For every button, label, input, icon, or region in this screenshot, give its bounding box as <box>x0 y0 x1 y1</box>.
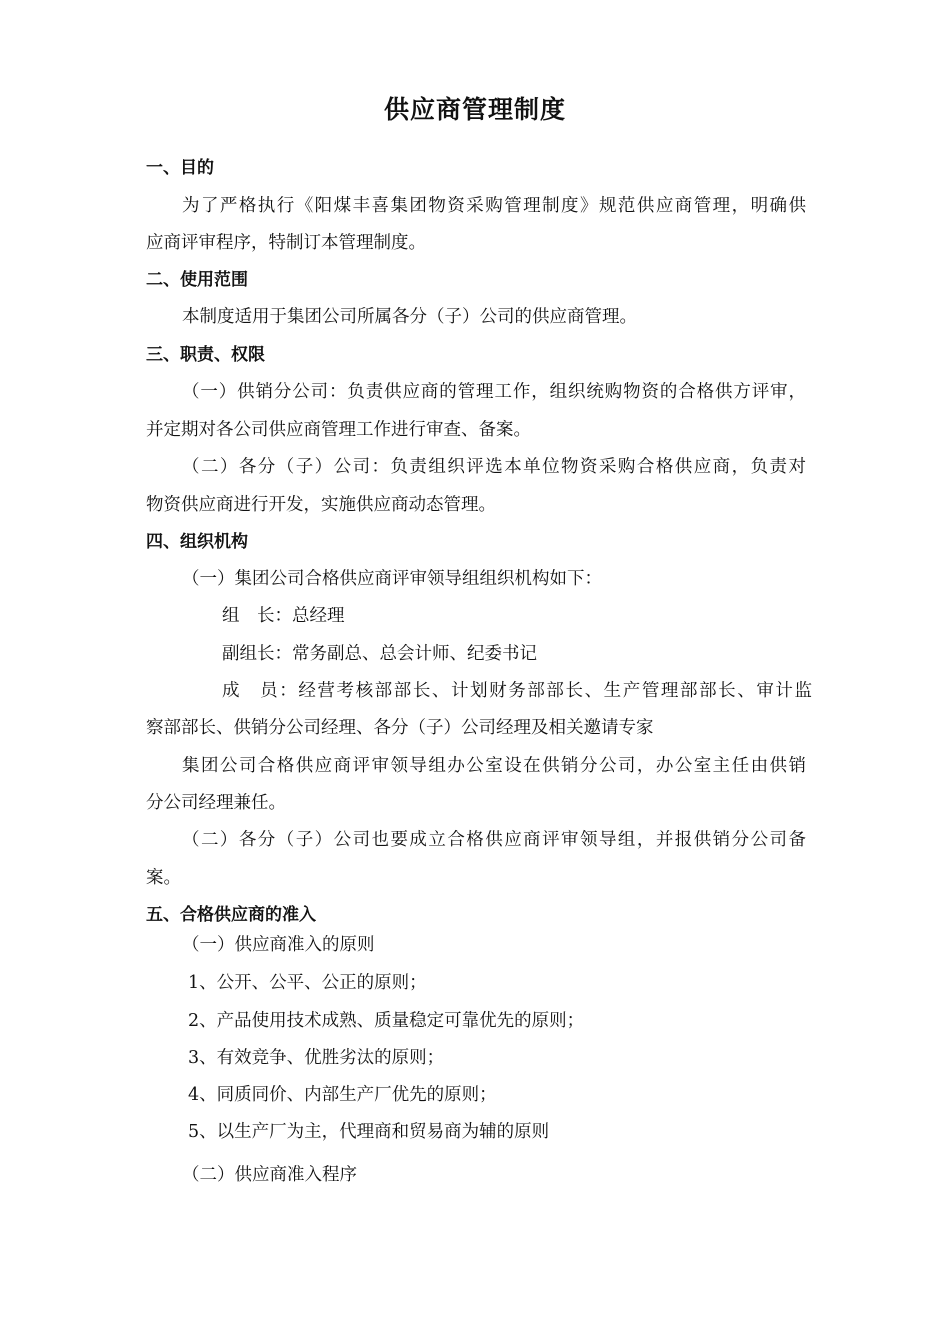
paragraph-line: 分公司经理兼任。 <box>146 793 286 813</box>
section-heading-responsibilities: 三、职责、权限 <box>146 345 265 365</box>
section-heading-admission: 五、合格供应商的准入 <box>146 905 316 925</box>
members-line: 察部部长、供销分公司经理、各分（子）公司经理及相关邀请专家 <box>146 718 654 738</box>
paragraph-line: 应商评审程序，特制订本管理制度。 <box>146 233 426 253</box>
paragraph-line: 为了严格执行《阳煤丰喜集团物资采购管理制度》规范供应商管理，明确供 <box>182 196 806 216</box>
list-item: 4、同质同价、内部生产厂优先的原则； <box>188 1085 497 1105</box>
list-item: 2、产品使用技术成熟、质量稳定可靠优先的原则； <box>188 1011 585 1031</box>
paragraph-line: 集团公司合格供应商评审领导组办公室设在供销分公司，办公室主任由供销 <box>182 756 806 776</box>
paragraph-line: 案。 <box>146 868 181 888</box>
leader-line: 组 长：总经理 <box>222 606 345 626</box>
paragraph-line: 本制度适用于集团公司所属各分（子）公司的供应商管理。 <box>182 307 637 327</box>
deputy-line: 副组长：常务副总、总会计师、纪委书记 <box>222 644 537 664</box>
list-item: 5、以生产厂为主，代理商和贸易商为辅的原则 <box>188 1122 550 1142</box>
section-heading-scope: 二、使用范围 <box>146 270 248 290</box>
paragraph-line: 并定期对各公司供应商管理工作进行审查、备案。 <box>146 420 531 440</box>
members-line: 成 员：经营考核部部长、计划财务部部长、生产管理部部长、审计监 <box>222 681 812 701</box>
paragraph-line: 物资供应商进行开发，实施供应商动态管理。 <box>146 495 496 515</box>
section-heading-organization: 四、组织机构 <box>146 532 248 552</box>
paragraph-line: （一）供销分公司：负责供应商的管理工作，组织统购物资的合格供方评审， <box>182 382 806 402</box>
paragraph-line: （二）各分（子）公司：负责组织评选本单位物资采购合格供应商，负责对 <box>182 457 806 477</box>
document-title: 供应商管理制度 <box>383 95 566 124</box>
section-heading-purpose: 一、目的 <box>146 158 214 178</box>
list-item: 3、有效竞争、优胜劣汰的原则； <box>188 1048 445 1068</box>
subsection-heading: （一）供应商准入的原则 <box>182 935 375 955</box>
subsection-heading: （二）供应商准入程序 <box>182 1165 357 1185</box>
list-item: 1、公开、公平、公正的原则； <box>188 973 427 993</box>
paragraph-line: （二）各分（子）公司也要成立合格供应商评审领导组，并报供销分公司备 <box>182 830 806 850</box>
paragraph-line: （一）集团公司合格供应商评审领导组组织机构如下： <box>182 569 602 589</box>
